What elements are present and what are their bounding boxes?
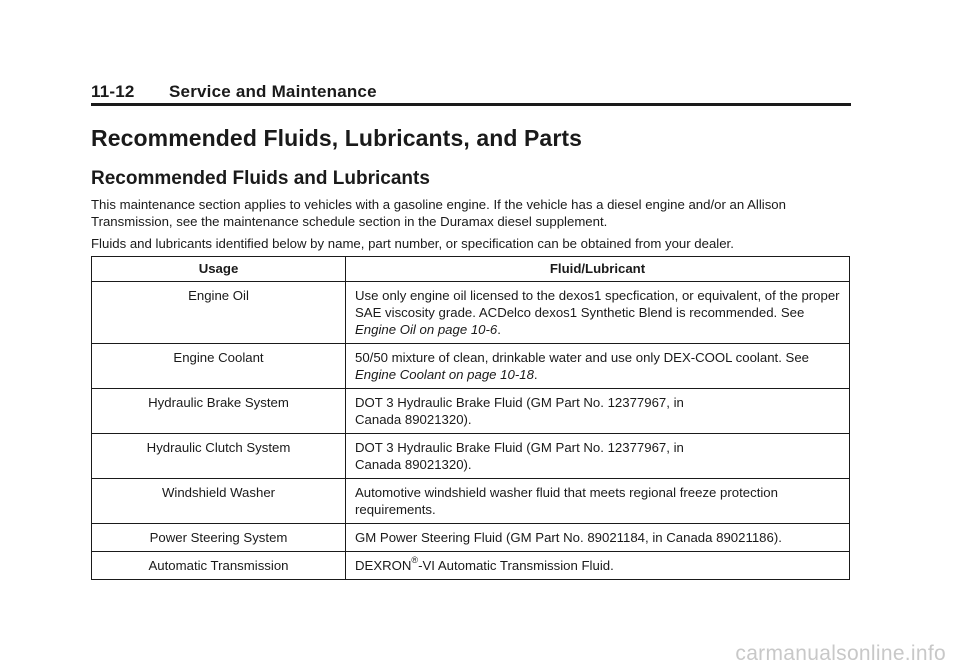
fluid-line: Canada 89021320).	[355, 412, 472, 427]
registered-mark: ®	[411, 554, 419, 565]
table-header-row	[92, 257, 850, 282]
fluid-text: 50/50 mixture of clean, drinkable water and use only DEX-COOL coolant. See	[355, 350, 809, 365]
fluids-table	[91, 256, 850, 580]
dealer-paragraph: Fluids and lubricants identified below by name, part number, or specification can be obtained from your dealer.	[91, 236, 734, 251]
table-row	[92, 434, 850, 479]
usage-cell: Engine Coolant	[92, 344, 346, 389]
watermark: carmanualsonline.info	[735, 642, 946, 665]
fluid-text: DEXRON	[355, 558, 412, 573]
intro-paragraph: This maintenance section applies to vehicles with a gasoline engine. If the vehicle has a diesel engine and/or an Allison Transmission, see the maintenance schedule section in the Duramax diesel supplement.	[91, 197, 786, 229]
fluid-text-end: .	[497, 322, 501, 337]
usage-cell: Hydraulic Clutch System	[92, 434, 346, 479]
fluid-text: Use only engine oil licensed to the dexos1 specfication, or equivalent, of the proper SAE viscosity grade. ACDelco dexos1 Synthetic Blend is recommended. See	[355, 288, 840, 320]
section-title: Service and Maintenance	[169, 82, 377, 101]
fluid-line: DOT 3 Hydraulic Brake Fluid (GM Part No. 12377967, in	[355, 395, 684, 410]
fluid-cell	[346, 282, 850, 344]
table-row	[92, 524, 850, 552]
fluid-text-end: .	[533, 367, 538, 382]
running-header	[91, 82, 851, 102]
table-row	[92, 552, 850, 580]
table-row	[92, 282, 850, 344]
fluid-cell	[346, 344, 850, 389]
page-title: Recommended Fluids, Lubricants, and Parts	[91, 125, 583, 151]
column-header-fluid: Fluid/Lubricant	[346, 257, 850, 282]
column-header-usage: Usage	[92, 257, 346, 282]
fluid-line: DOT 3 Hydraulic Brake Fluid (GM Part No. 12377967, in	[355, 440, 684, 455]
usage-cell: Automatic Transmission	[92, 552, 346, 580]
fluid-cell: GM Power Steering Fluid (GM Part No. 89021184, in Canada 89021186).	[346, 524, 850, 552]
fluid-cell: Automotive windshield washer fluid that meets regional freeze protection requirements.	[346, 479, 850, 524]
table-row	[92, 479, 850, 524]
header-rule	[91, 103, 851, 106]
usage-cell: Power Steering System	[92, 524, 346, 552]
usage-cell: Windshield Washer	[92, 479, 346, 524]
fluid-cell	[346, 552, 850, 580]
fluid-cell	[346, 389, 850, 434]
fluid-cell	[346, 434, 850, 479]
section-subtitle: Recommended Fluids and Lubricants	[91, 168, 430, 189]
table-row	[92, 344, 850, 389]
fluid-text-end: -VI Automatic Transmission Fluid.	[418, 558, 614, 573]
cross-reference-link[interactable]: Engine Oil on page 10-6	[355, 322, 498, 337]
table-row	[92, 389, 850, 434]
usage-cell: Engine Oil	[92, 282, 346, 344]
usage-cell: Hydraulic Brake System	[92, 389, 346, 434]
cross-reference-link[interactable]: Engine Coolant on page 10-18	[355, 367, 534, 382]
page-number: 11-12	[91, 82, 135, 101]
fluid-line: Canada 89021320).	[355, 457, 472, 472]
